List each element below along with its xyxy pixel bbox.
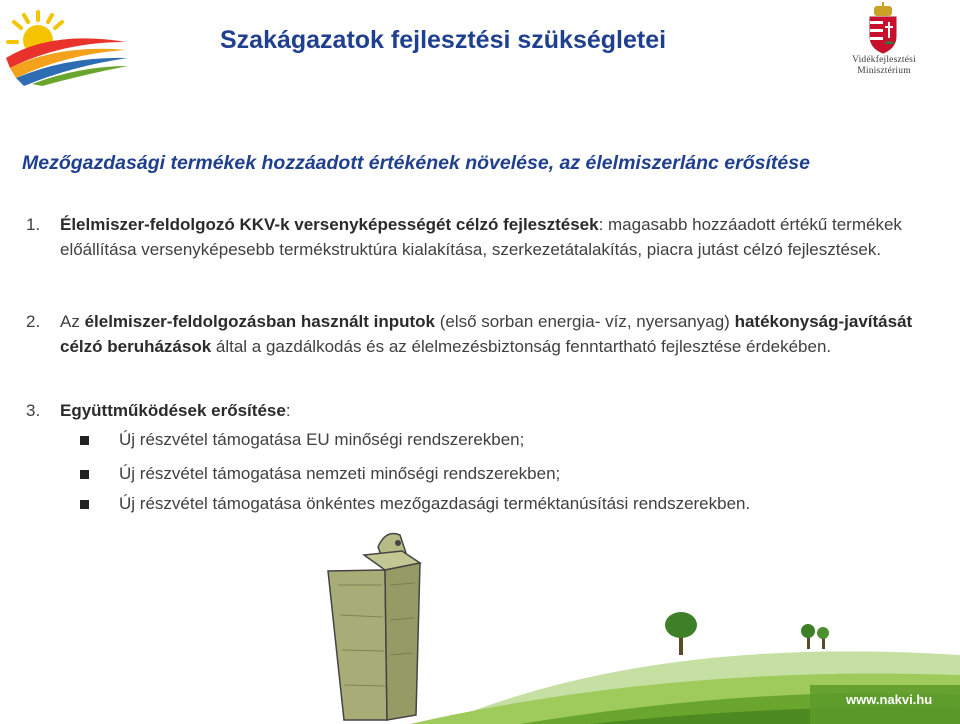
- square-bullet-icon: [80, 500, 89, 509]
- item-bold-text: Együttműködések erősítése: [60, 401, 286, 420]
- grocery-bag-icon: [328, 534, 420, 721]
- item-bold-text: Élelmiszer-feldolgozó KKV-k versenyképességét célzó fejlesztések: [60, 215, 599, 234]
- item-bold-text-2: hatékonyság-javítását célzó beruházások: [60, 312, 913, 356]
- item-rest-text: által a gazdálkodás és az élelmezésbiztonság fenntartható fejlesztése érdekében.: [211, 337, 832, 356]
- item-number: 3.: [26, 401, 41, 420]
- page-title: Szakágazatok fejlesztési szükségletei: [220, 26, 667, 54]
- item-text: [26, 212, 926, 262]
- bullet-text: Új részvétel támogatása önkéntes mezőgazdasági terméktanúsítási rendszerekben.: [119, 494, 751, 513]
- numbered-item-2: [26, 309, 926, 359]
- item-rest-text: :: [285, 401, 291, 420]
- numbered-item-1: [26, 212, 926, 262]
- item-number: 1.: [26, 215, 41, 234]
- ministry-name: [834, 55, 934, 77]
- website-url[interactable]: www.nakvi.hu: [846, 692, 933, 707]
- tree-icon: [817, 627, 829, 649]
- tree-icon: [665, 612, 697, 655]
- item-text: [26, 309, 926, 359]
- ministry-name-line-1: Vidékfejlesztési: [852, 55, 916, 65]
- sun-fields-logo: [2, 8, 130, 86]
- section-subtitle: Mezőgazdasági termékek hozzáadott értékének növelése, az élelmiszerlánc erősítése: [22, 152, 810, 174]
- ministry-name-line-2: Minisztérium: [857, 66, 911, 76]
- item-text: [26, 398, 926, 423]
- numbered-item-3: [26, 398, 926, 423]
- item-bold-text: élelmiszer-feldolgozásban használt inputok: [84, 312, 436, 331]
- tree-icon: [801, 624, 815, 649]
- square-bullet-icon: [80, 470, 89, 479]
- item-pre-text: Az: [60, 312, 85, 331]
- item-mid-text: (első sorban energia- víz, nyersanyag): [435, 312, 735, 331]
- bullet-text: Új részvétel támogatása EU minőségi rendszerekben;: [119, 430, 525, 449]
- square-bullet-icon: [80, 436, 89, 445]
- coat-of-arms-icon: [866, 2, 900, 54]
- item-number: 2.: [26, 312, 41, 331]
- bullet-text: Új részvétel támogatása nemzeti minőségi rendszerekben;: [119, 464, 561, 483]
- ministry-logo: [834, 0, 934, 82]
- item-rest-text: : magasabb hozzáadott értékű termékek előállítása versenyképesebb termékstruktúra kialakítása, szerkezetátalakítás, piacra jutást célzó fejlesztések.: [60, 215, 902, 259]
